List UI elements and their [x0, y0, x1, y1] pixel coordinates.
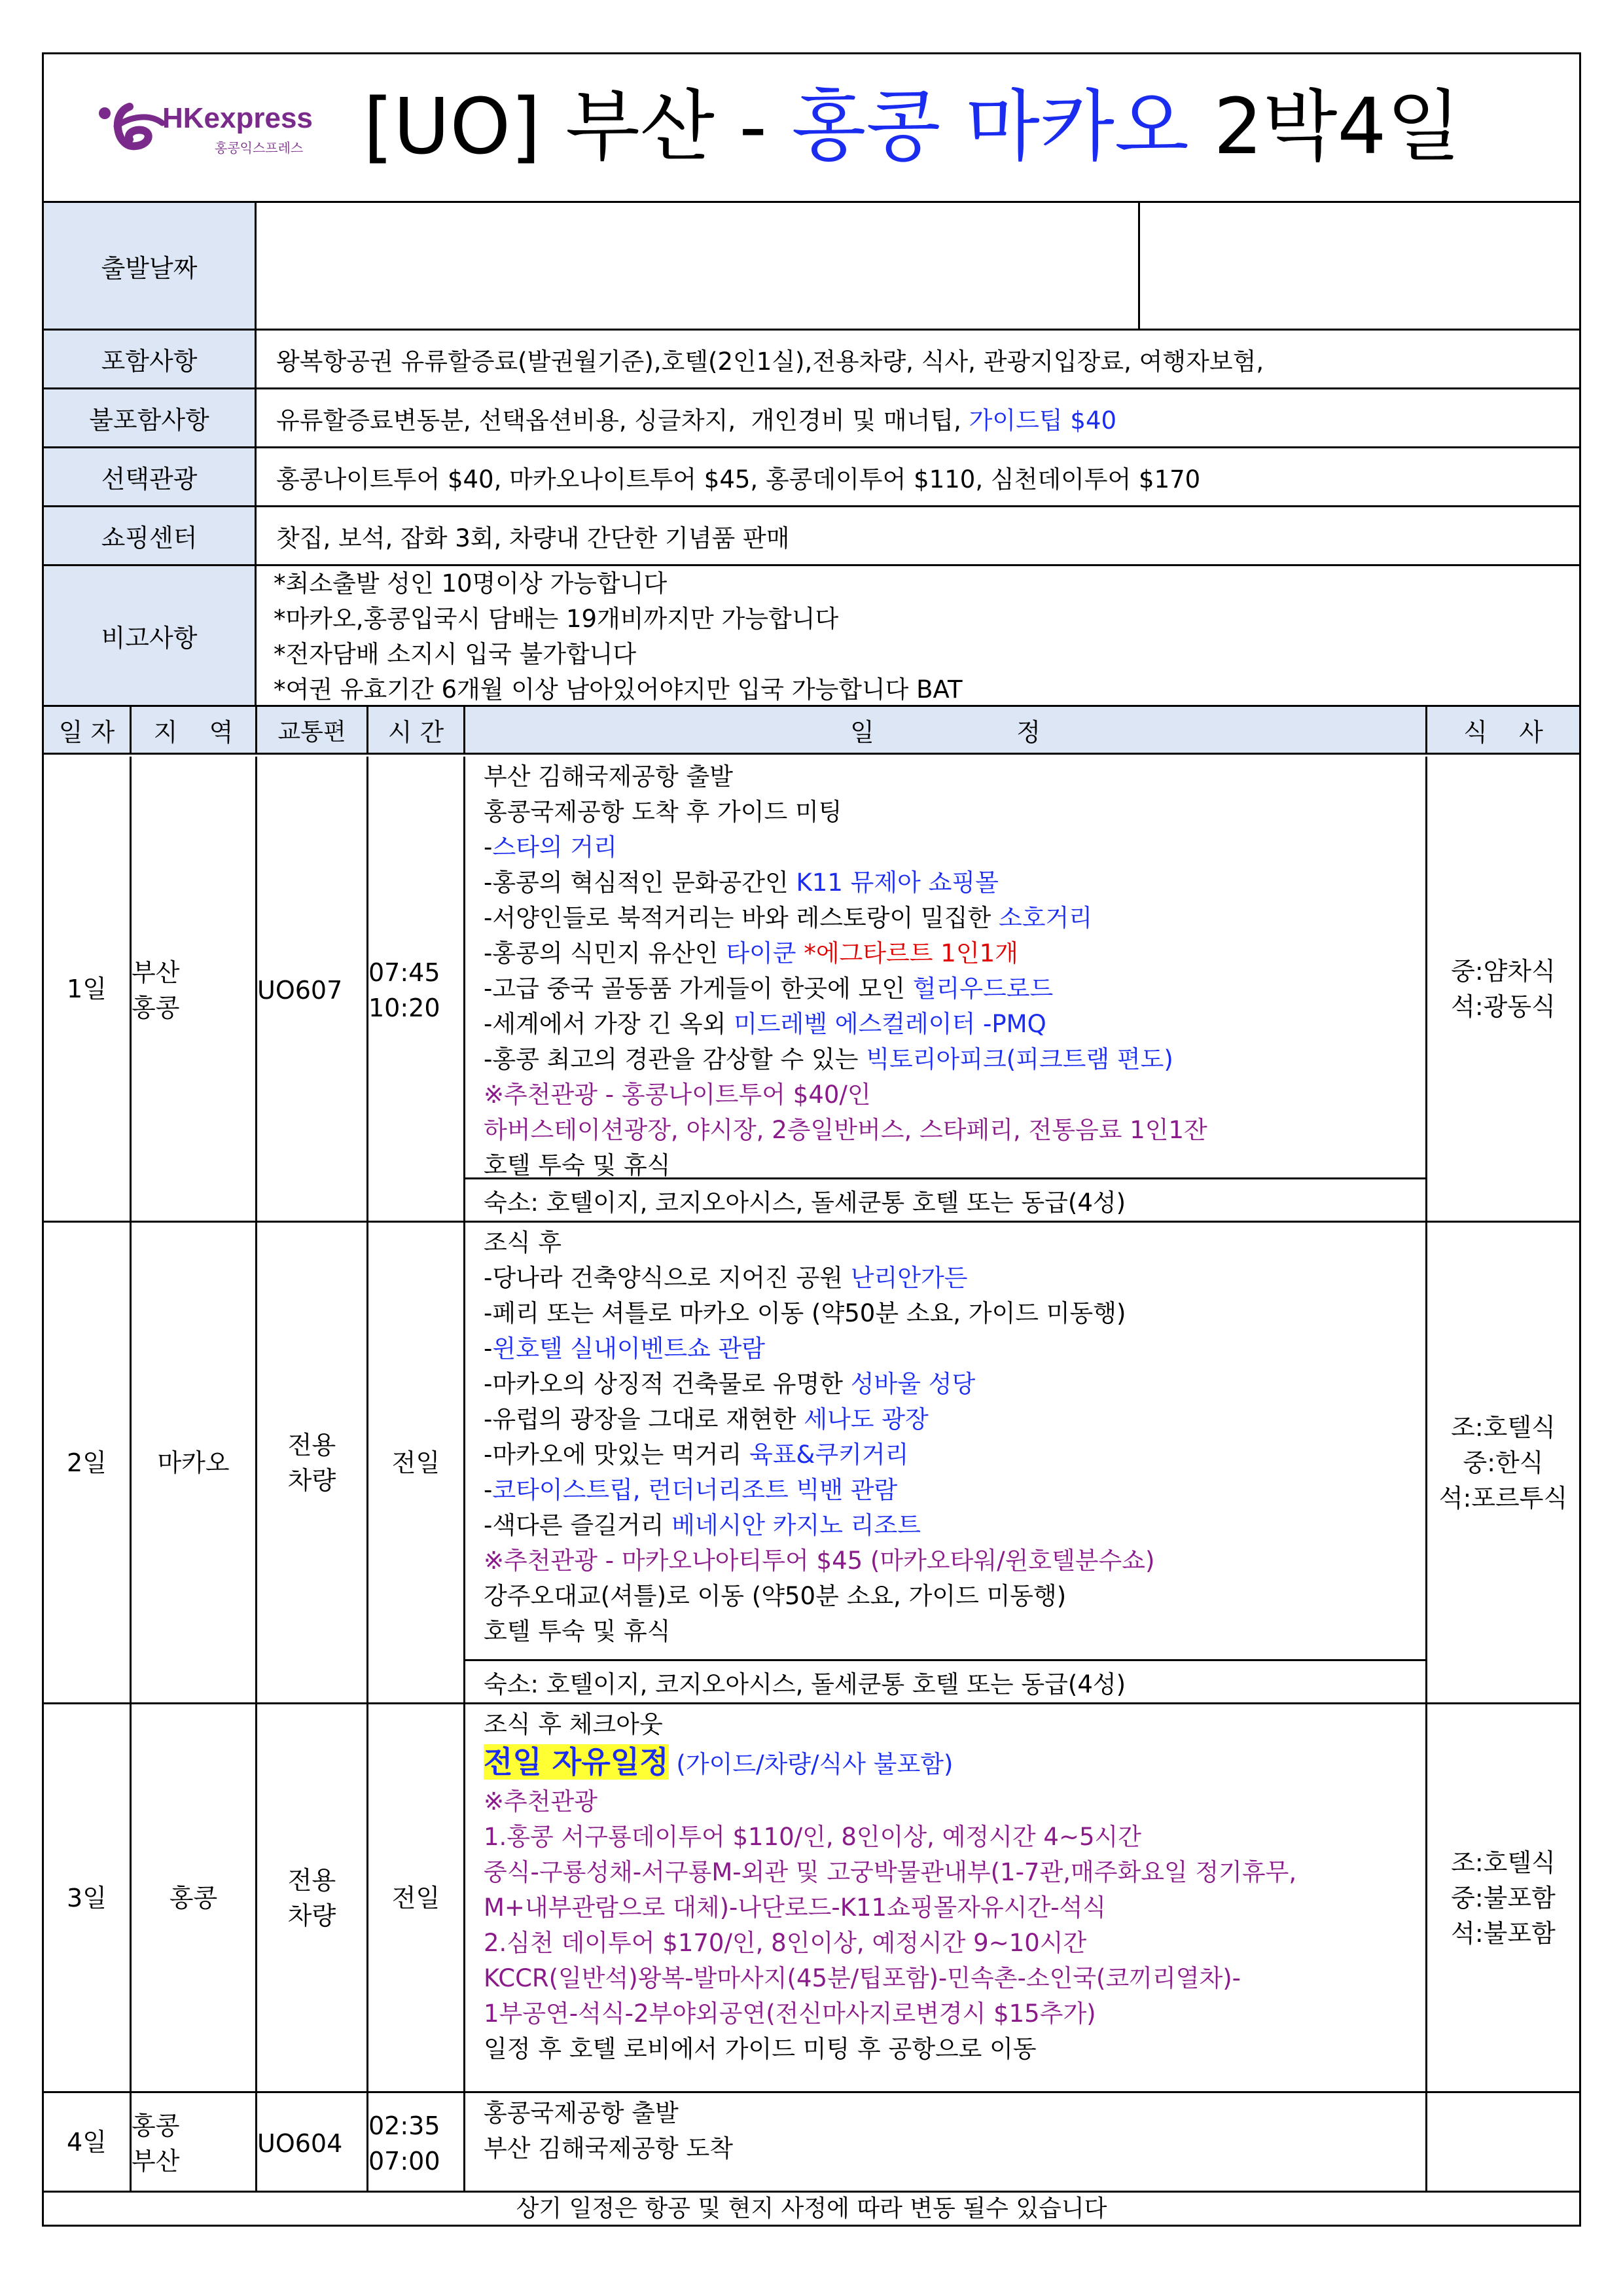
meal-text: 중:불포함 — [1451, 1883, 1556, 1912]
time-text: 전일 — [391, 1883, 440, 1912]
line-text: - — [484, 1335, 493, 1363]
note-item: *최소출발 성인 10명이상 가능합니다 — [274, 569, 668, 598]
schedule-line — [484, 2131, 1425, 2166]
include-label: 포함사항 — [44, 331, 257, 389]
note-item: *전자담배 소지시 입국 불가합니다 — [274, 640, 637, 668]
hotel-text: 숙소: 호텔이지, 코지오아시스, 돌세쿤통 호텔 또는 동급(4성) — [484, 1188, 1126, 1217]
line-highlight: 베네시안 카지노 리조트 — [671, 1511, 921, 1539]
line-text: -세계에서 가장 긴 옥외 — [484, 1010, 734, 1038]
line-recommend: 2.심천 데이투어 $170/인, 8인이상, 예정시간 9~10시간 — [484, 1929, 1087, 1957]
line-highlight: 코타이스트립, 런더너리조트 빅밴 관람 — [492, 1476, 898, 1504]
hotel-text: 숙소: 호텔이지, 코지오아시스, 돌세쿤통 호텔 또는 동급(4성) — [484, 1670, 1126, 1698]
line-text: 일정 후 호텔 로비에서 가이드 미팅 후 공항으로 이동 — [484, 2035, 1037, 2063]
line-text: 호텔 투숙 및 휴식 — [484, 1151, 671, 1179]
meal-text: 석:광동식 — [1451, 992, 1556, 1021]
day-cell — [44, 1704, 132, 2093]
region-cell — [132, 2093, 257, 2193]
transport-text: 전용 — [287, 1865, 336, 1895]
line-highlight: 스타의 거리 — [492, 833, 617, 861]
region-cell — [132, 757, 257, 1223]
line-recommend: 1부공연-석식-2부야외공연(전신마사지로변경시 $15추가) — [484, 2000, 1096, 2028]
line-text: -마카오의 상징적 건축물로 유명한 — [484, 1370, 851, 1398]
time-cell — [368, 2093, 465, 2193]
line-text: -홍콩 최고의 경관을 감상할 수 있는 — [484, 1045, 866, 1073]
transport-cell — [257, 757, 368, 1223]
schedule-line — [484, 1579, 1425, 1614]
day-cell — [44, 1223, 132, 1704]
free-day-note: (가이드/차량/식사 불포함) — [668, 1750, 954, 1778]
line-text: -마카오에 맛있는 먹거리 — [484, 1441, 750, 1469]
line-text: 강주오대교(셔틀)로 이동 (약50분 소요, 가이드 미동행) — [484, 1582, 1067, 1610]
line-text: 조식 후 체크아웃 — [484, 1710, 663, 1738]
line-highlight: 헐리우드로드 — [912, 975, 1054, 1003]
time-text: 02:35 — [368, 2111, 440, 2140]
departure-value — [257, 203, 1140, 331]
region-cell — [132, 1223, 257, 1704]
line-recommend: ※추천관광 - 마카오나아티투어 $45 (마카오타워/윈호텔분수쇼) — [484, 1547, 1155, 1575]
time-cell — [368, 1223, 465, 1704]
notes-label: 비고사항 — [44, 566, 257, 707]
meal-cell — [1427, 1223, 1579, 1704]
schedule-line — [484, 1614, 1425, 1649]
line-highlight: 육표&쿠키거리 — [749, 1441, 909, 1469]
schedule-cell — [465, 757, 1427, 1179]
logo — [90, 87, 329, 166]
line-recommend: KCCR(일반석)왕복-발마사지(45분/팁포함)-민속촌-소인국(코끼리열차)- — [484, 1964, 1241, 1992]
transport-cell — [257, 1704, 368, 2093]
logo-subtext: 홍콩익스프레스 — [215, 140, 304, 156]
line-highlight: 윈호텔 실내이벤트쇼 관람 — [492, 1335, 766, 1363]
free-day-title: 전일 자유일정 — [484, 1744, 669, 1780]
hkexpress-logo-icon — [90, 87, 329, 166]
day-label: 4일 — [67, 2127, 107, 2157]
schedule-line — [484, 1331, 1425, 1367]
line-text: -홍콩의 식민지 유산인 — [484, 939, 726, 967]
time-cell — [368, 757, 465, 1223]
line-text: 부산 김해국제공항 출발 — [484, 762, 733, 791]
line-text: 부산 김해국제공항 도착 — [484, 2134, 733, 2162]
schedule-line — [484, 1926, 1425, 1961]
line-text: 홍콩국제공항 도착 후 가이드 미팅 — [484, 798, 842, 826]
meal-cell — [1427, 2093, 1579, 2193]
schedule-line — [484, 1543, 1425, 1579]
col-day: 일 자 — [44, 707, 132, 755]
schedule-line — [484, 1261, 1425, 1296]
shopping-value: 찻집, 보석, 잡화 3회, 차량내 간단한 기념품 판매 — [257, 507, 1579, 566]
option-value: 홍콩나이트투어 $40, 마카오나이트투어 $45, 홍콩데이투어 $110, 심천데이투어 $170 — [257, 448, 1579, 507]
line-recommend: ※추천관광 — [484, 1787, 597, 1816]
shopping-label: 쇼핑센터 — [44, 507, 257, 566]
col-transport: 교통편 — [257, 707, 368, 755]
meal-cell — [1427, 757, 1579, 1223]
hotel-cell — [465, 1179, 1427, 1223]
schedule-line — [484, 2096, 1425, 2131]
line-highlight: 빅토리아피크(피크트램 편도) — [866, 1045, 1173, 1073]
footer-note: 상기 일정은 항공 및 현지 사정에 따라 변동 될수 있습니다 — [516, 2195, 1107, 2222]
region-name: 홍콩 — [132, 2111, 180, 2140]
meal-text: 중:얌차식 — [1451, 956, 1556, 986]
logo-text: HKexpress — [162, 102, 313, 134]
schedule-line — [484, 1296, 1425, 1331]
meal-cell — [1427, 1704, 1579, 2093]
schedule-line — [484, 1225, 1425, 1261]
region-name: 부산 — [132, 2146, 180, 2176]
line-text: -홍콩의 혁심적인 문화공간인 — [484, 869, 796, 897]
line-red: *에그타르트 1인1개 — [804, 939, 1018, 967]
note-item: *여권 유효기간 6개월 이상 남아있어야지만 입국 가능합니다 BAT — [274, 675, 963, 704]
line-highlight: 미드레벨 에스컬레이터 -PMQ — [734, 1010, 1046, 1038]
schedule-line — [484, 1473, 1425, 1508]
line-text: 조식 후 — [484, 1229, 562, 1257]
page-title — [363, 77, 1461, 175]
line-recommend: ※추천관광 - 홍콩나이트투어 $40/인 — [484, 1081, 871, 1109]
line-text: -고급 중국 골동품 가게들이 한곳에 모인 — [484, 975, 913, 1003]
day-label: 1일 — [67, 974, 107, 1003]
day-cell — [44, 757, 132, 1223]
schedule-line — [484, 1996, 1425, 2032]
option-label: 선택관광 — [44, 448, 257, 507]
schedule-line — [484, 1508, 1425, 1543]
line-text: - — [484, 833, 493, 861]
schedule-line — [484, 759, 1425, 795]
region-name: 홍콩 — [132, 993, 180, 1022]
line-highlight: 난리안가든 — [850, 1264, 968, 1292]
line-text: 홍콩국제공항 출발 — [484, 2099, 679, 2127]
transport-text: UO604 — [257, 2128, 343, 2158]
line-highlight: 타이쿤 — [726, 939, 804, 967]
schedule-line — [484, 865, 1425, 901]
region-name: 마카오 — [157, 1448, 230, 1477]
line-highlight: 세나도 광장 — [804, 1405, 929, 1433]
schedule-line — [484, 1855, 1425, 1890]
schedule-line — [484, 1820, 1425, 1855]
schedule-line — [484, 2032, 1425, 2067]
line-text: - — [484, 1476, 493, 1504]
schedule-cell — [465, 2093, 1427, 2193]
line-text: -서양인들로 북적거리는 바와 레스토랑이 밀집한 — [484, 904, 999, 932]
line-highlight: K11 뮤제아 쇼핑몰 — [796, 869, 999, 897]
line-text: -색다른 즐길거리 — [484, 1511, 672, 1539]
region-name: 홍콩 — [169, 1883, 218, 1912]
schedule-line — [484, 1890, 1425, 1926]
note-item: *마카오,홍콩입국시 담배는 19개비까지만 가능합니다 — [274, 605, 839, 633]
meal-text: 조:호텔식 — [1451, 1848, 1556, 1877]
transport-cell — [257, 2093, 368, 2193]
transport-text: 차량 — [287, 1901, 336, 1930]
guide-tip: 가이드팁 $40 — [969, 406, 1117, 435]
schedule-line — [484, 1367, 1425, 1402]
schedule-line — [484, 1148, 1425, 1183]
schedule-cell — [465, 1704, 1427, 2093]
day-label: 2일 — [67, 1448, 107, 1477]
line-highlight: 소호거리 — [999, 904, 1092, 932]
schedule-line — [484, 830, 1425, 865]
schedule-line — [484, 1707, 1425, 1742]
include-value: 왕복항공권 유류할증료(발권월기준),호텔(2인1실),전용차량, 식사, 관광지입장료, 여행자보험, — [257, 331, 1579, 389]
transport-text: 차량 — [287, 1465, 336, 1495]
col-region: 지 역 — [132, 707, 257, 755]
line-text: -페리 또는 셔틀로 마카오 이동 (약50분 소요, 가이드 미동행) — [484, 1299, 1126, 1327]
line-text: -유럽의 광장을 그대로 재현한 — [484, 1405, 804, 1433]
region-cell — [132, 1704, 257, 2093]
line-highlight: 성바울 성당 — [850, 1370, 976, 1398]
schedule-line — [484, 1077, 1425, 1113]
line-recommend: M+내부관람으로 대체)-나단로드-K11쇼핑몰자유시간-석식 — [484, 1893, 1107, 1922]
schedule-line — [484, 1113, 1425, 1148]
meal-text: 중:한식 — [1463, 1448, 1544, 1477]
schedule-line — [484, 1784, 1425, 1820]
transport-text: 전용 — [287, 1430, 336, 1460]
departure-label: 출발날짜 — [44, 203, 257, 331]
meal-text: 조:호텔식 — [1451, 1412, 1556, 1442]
schedule-cell — [465, 1223, 1427, 1661]
time-text: 10:20 — [368, 993, 440, 1022]
exclude-value: 유류할증료변동분, 선택옵션비용, 싱글차지, 개인경비 및 매너팁, 가이드팁 $40 — [257, 389, 1579, 448]
meal-text: 석:불포함 — [1451, 1918, 1556, 1948]
time-cell — [368, 1704, 465, 2093]
free-day-line — [484, 1742, 1425, 1784]
schedule-line — [484, 1437, 1425, 1473]
line-text: -당나라 건축양식으로 지어진 공원 — [484, 1264, 851, 1292]
schedule-line — [484, 901, 1425, 936]
meal-text: 석:포르투식 — [1438, 1483, 1568, 1513]
exclude-label: 불포함사항 — [44, 389, 257, 448]
time-text: 07:45 — [368, 958, 440, 987]
schedule-line — [484, 1961, 1425, 1996]
title-suffix: 2박4일 — [1188, 81, 1461, 171]
col-time: 시 간 — [368, 707, 465, 755]
transport-cell — [257, 1223, 368, 1704]
transport-text: UO607 — [257, 975, 343, 1005]
schedule-line — [484, 795, 1425, 830]
col-meal: 식 사 — [1427, 707, 1579, 755]
region-name: 부산 — [132, 958, 180, 987]
line-recommend: 중식-구룡성채-서구룡M-외관 및 고궁박물관내부(1-7관,매주화요일 정기휴무, — [484, 1858, 1297, 1886]
time-text: 07:00 — [368, 2146, 440, 2176]
schedule-line — [484, 1007, 1425, 1042]
schedule-line — [484, 1042, 1425, 1077]
col-schedule: 일 정 — [465, 707, 1427, 755]
schedule-line — [484, 936, 1425, 971]
title-highlight: 홍콩 마카오 — [791, 81, 1189, 171]
hotel-cell — [465, 1661, 1427, 1704]
departure-extra — [1140, 203, 1579, 331]
schedule-line — [484, 1402, 1425, 1437]
line-recommend: 1.홍콩 서구룡데이투어 $110/인, 8인이상, 예정시간 4~5시간 — [484, 1823, 1141, 1851]
notes-list — [257, 566, 1579, 707]
line-recommend: 하버스테이션광장, 야시장, 2층일반버스, 스타페리, 전통음료 1인1잔 — [484, 1116, 1207, 1144]
title-prefix: [UO] 부산 - — [363, 81, 792, 171]
time-text: 전일 — [391, 1448, 440, 1477]
schedule-line — [484, 971, 1425, 1007]
line-text: 호텔 투숙 및 휴식 — [484, 1617, 671, 1645]
day-label: 3일 — [67, 1883, 107, 1912]
day-cell — [44, 2093, 132, 2193]
